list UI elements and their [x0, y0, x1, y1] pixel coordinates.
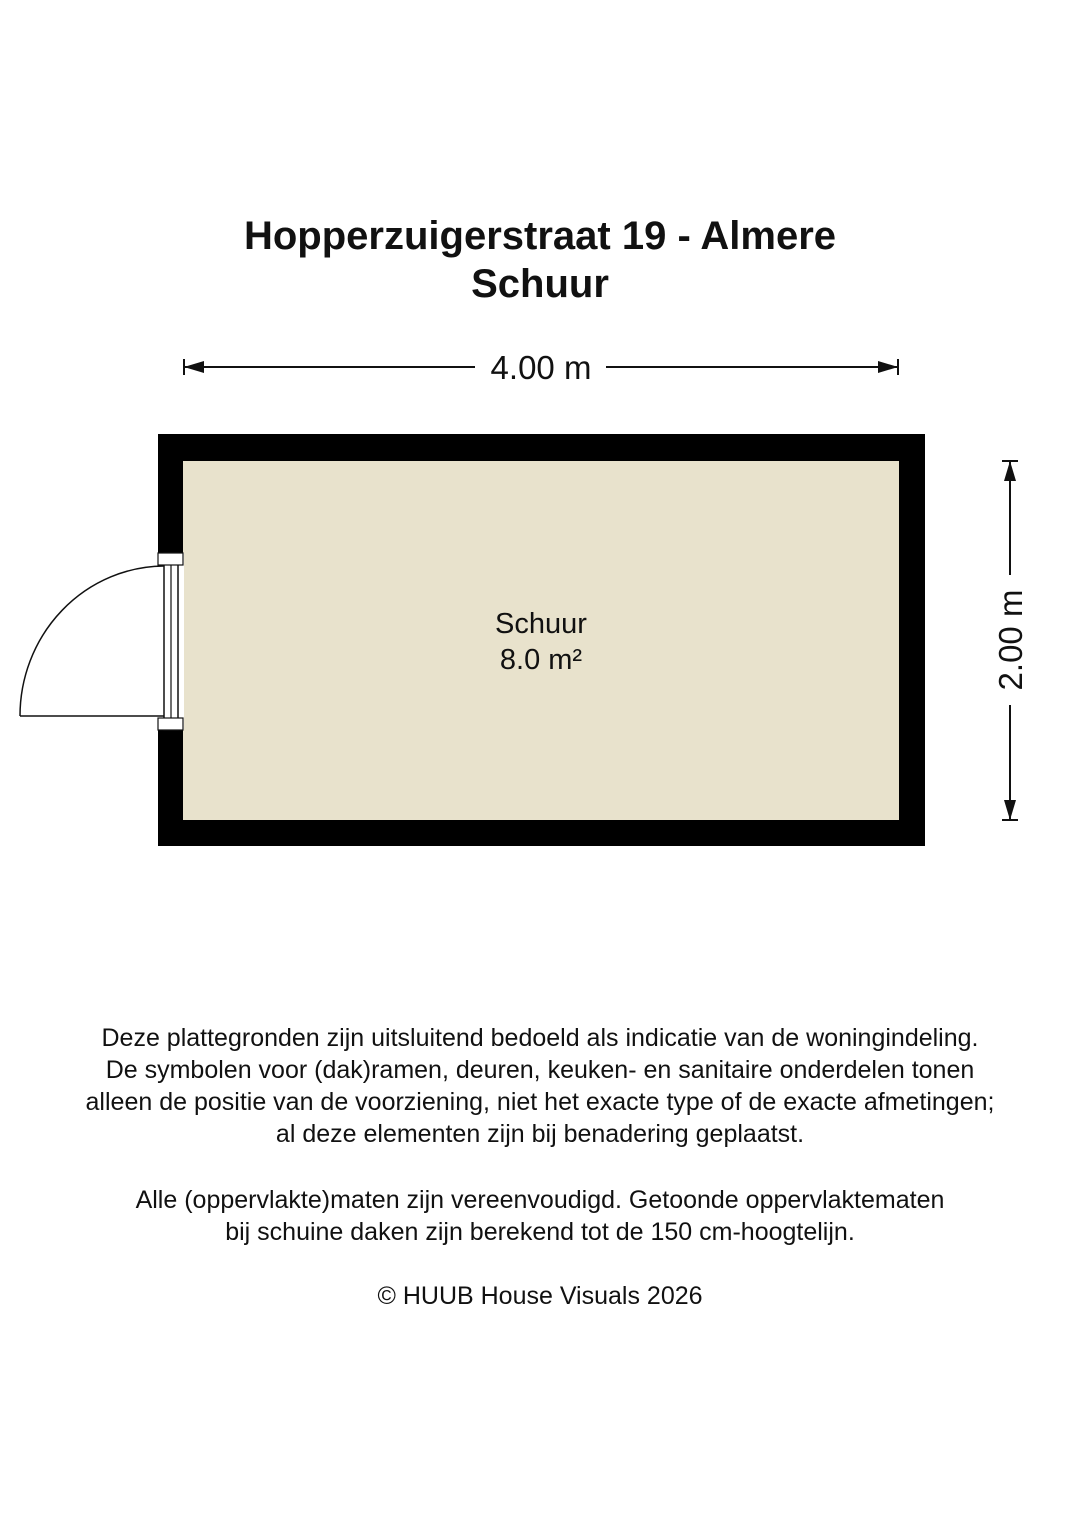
width-label: 4.00 m — [490, 349, 592, 386]
room-name: Schuur — [495, 608, 587, 640]
door-swing-icon — [20, 566, 164, 716]
disclaimer-line: al deze elementen zijn bij benadering geplaatst. — [275, 1120, 805, 1148]
height-label: 2.00 m — [992, 589, 1029, 691]
arrow-right-icon — [878, 361, 898, 373]
arrow-left-icon — [184, 361, 204, 373]
arrow-down-icon — [1004, 800, 1016, 820]
arrow-up-icon — [1004, 461, 1016, 481]
disclaimer-paragraph-1 — [0, 1022, 1080, 1150]
disclaimer-line: bij schuine daken zijn berekend tot de 150 cm-hoogtelijn. — [225, 1218, 855, 1246]
room-floor — [183, 461, 899, 820]
disclaimer-line: alleen de positie van de voorziening, niet het exacte type of de exacte afmetingen; — [85, 1088, 995, 1116]
disclaimer-line: Alle (oppervlakte)maten zijn vereenvoudigd. Getoonde oppervlaktematen — [135, 1186, 945, 1214]
page-title: Hopperzuigerstraat 19 - Almere — [243, 214, 837, 258]
disclaimer-paragraph-2 — [0, 1184, 1080, 1248]
page-subtitle: Schuur — [471, 262, 609, 306]
width-dimension — [184, 349, 898, 386]
height-dimension — [992, 461, 1029, 820]
disclaimer-line: Deze plattegronden zijn uitsluitend bedoeld als indicatie van de woningindeling. — [101, 1024, 979, 1052]
disclaimer-line: De symbolen voor (dak)ramen, deuren, keuken- en sanitaire onderdelen tonen — [105, 1056, 975, 1084]
copyright-notice: © HUUB House Visuals 2026 — [377, 1282, 703, 1310]
room-area: 8.0 m² — [499, 644, 583, 676]
